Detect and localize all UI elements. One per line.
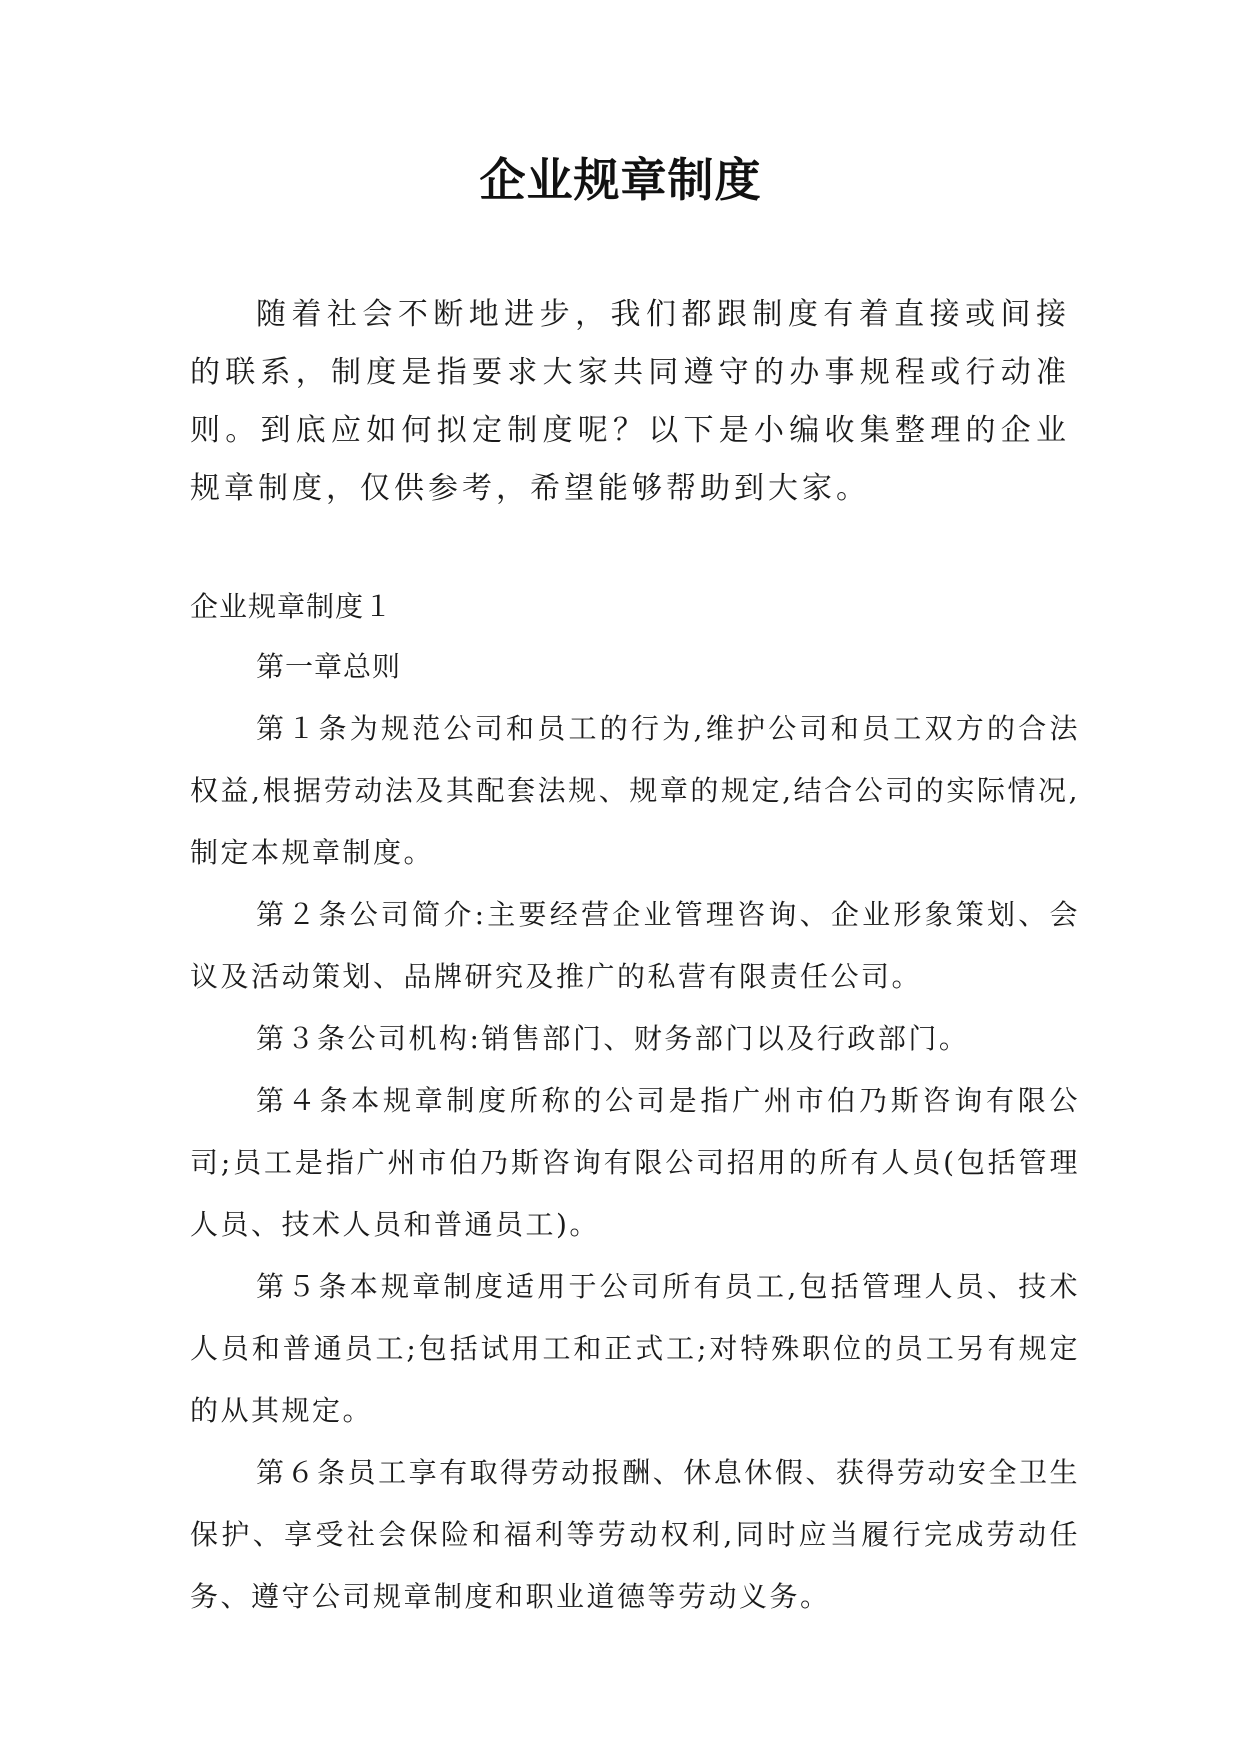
article-1: 第１条为规范公司和员工的行为,维护公司和员工双方的合法权益,根据劳动法及其配套法规、规章的规定,结合公司的实际情况,制定本规章制度。 bbox=[190, 712, 1080, 869]
section-heading: 企业规章制度１ bbox=[190, 590, 394, 623]
intro-paragraph: 随着社会不断地进步，我们都跟制度有着直接或间接的联系，制度是指要求大家共同遵守的办事规程或行动准则。到底应如何拟定制度呢？以下是小编收集整理的企业规章制度，仅供参考，希望能够帮助到大家。 bbox=[190, 297, 1070, 506]
chapter-heading: 第一章总则 bbox=[256, 650, 402, 683]
article-4: 第４条本规章制度所称的公司是指广州市伯乃斯咨询有限公司;员工是指广州市伯乃斯咨询有限公司招用的所有人员(包括管理人员、技术人员和普通员工)。 bbox=[190, 1084, 1080, 1241]
regulations-section bbox=[190, 578, 1080, 1628]
article-2: 第２条公司简介:主要经营企业管理咨询、企业形象策划、会议及活动策划、品牌研究及推广的私营有限责任公司。 bbox=[190, 898, 1080, 993]
article-5: 第５条本规章制度适用于公司所有员工,包括管理人员、技术人员和普通员工;包括试用工和正式工;对特殊职位的员工另有规定的从其规定。 bbox=[190, 1270, 1080, 1427]
document-title: 企业规章制度 bbox=[479, 153, 762, 207]
article-3: 第３条公司机构:销售部门、财务部门以及行政部门。 bbox=[256, 1022, 970, 1055]
article-6: 第６条员工享有取得劳动报酬、休息休假、获得劳动安全卫生保护、享受社会保险和福利等劳动权利,同时应当履行完成劳动任务、遵守公司规章制度和职业道德等劳动义务。 bbox=[190, 1456, 1080, 1613]
